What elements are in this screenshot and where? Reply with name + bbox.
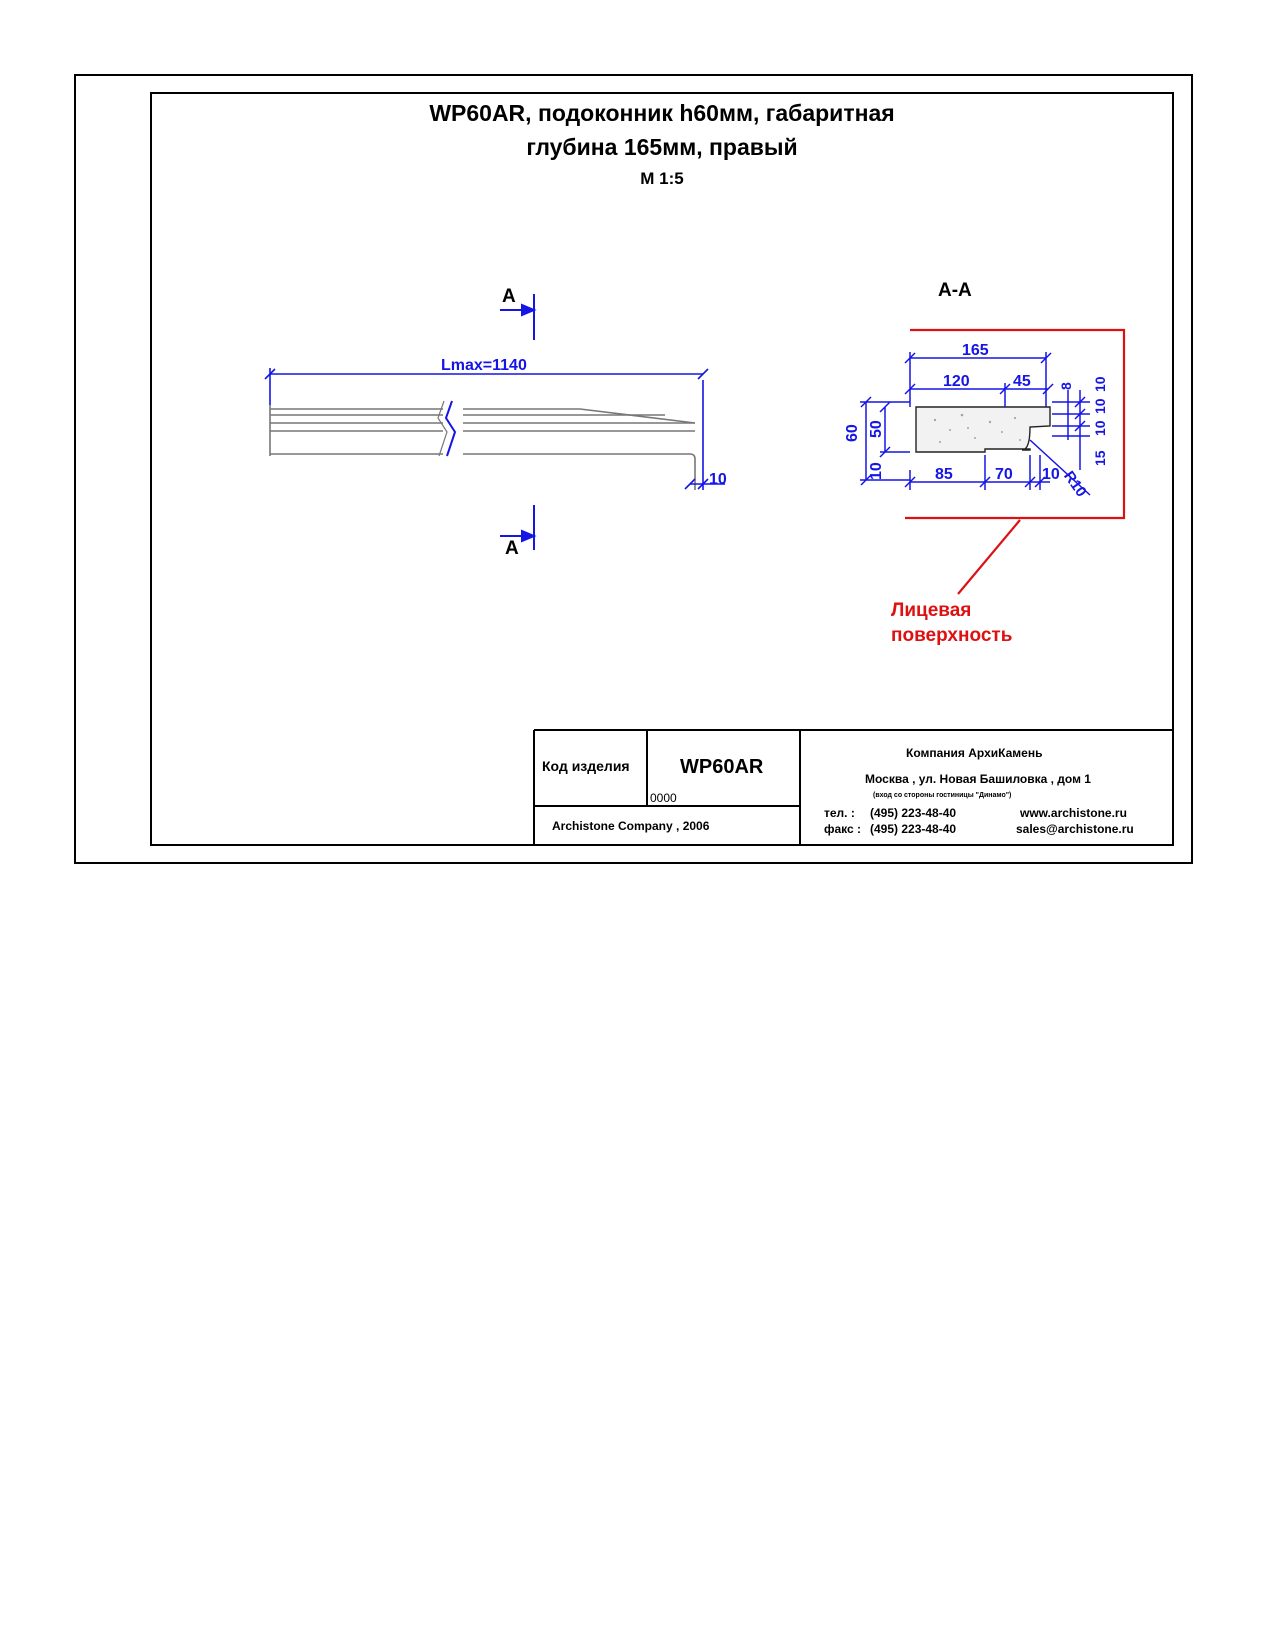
tel-label: тел. :: [824, 806, 855, 820]
tel-number: (495) 223-48-40: [870, 806, 957, 820]
dim-10-top: 10: [1092, 376, 1108, 392]
face-note-line-2: поверхность: [891, 625, 1013, 646]
dim-85: 85: [935, 466, 953, 483]
fax-label: факс :: [824, 822, 862, 836]
address-note: (вход со стороны гостиницы "Динамо"): [873, 792, 1012, 799]
section-mark-bottom: A: [505, 538, 519, 559]
dim-60: 60: [844, 424, 861, 442]
length-label: Lmax=1140: [441, 357, 527, 374]
dim-70: 70: [995, 466, 1013, 483]
section-marks: [500, 294, 534, 550]
dim-10-a: 10: [1092, 398, 1108, 414]
dim-50: 50: [868, 420, 885, 438]
dim-8: 8: [1058, 382, 1074, 390]
company-name: Компания АрхиКамень: [906, 746, 1043, 760]
title-line-2: глубина 165мм, правый: [526, 134, 798, 160]
dim-120: 120: [943, 373, 970, 390]
break-symbol: [438, 401, 455, 456]
section-profile: [916, 407, 1050, 452]
section-label: A-A: [938, 280, 972, 301]
dim-15: 15: [1092, 450, 1108, 466]
section-mark-top: A: [502, 286, 516, 307]
scale-label: M 1:5: [640, 169, 684, 188]
dim-165: 165: [962, 342, 989, 359]
company-address: Москва , ул. Новая Башиловка , дом 1: [865, 772, 1091, 786]
plan-view-outline: [270, 405, 695, 490]
dim-10-bottom: 10: [1042, 466, 1060, 483]
website-link[interactable]: www.archistone.ru: [1020, 806, 1127, 820]
email-link[interactable]: sales@archistone.ru: [1016, 822, 1134, 836]
code-number: 0000: [650, 791, 677, 805]
dim-45: 45: [1013, 373, 1031, 390]
face-note-line-1: Лицевая: [891, 600, 972, 621]
code-label: Код изделия: [542, 758, 630, 774]
radius-label: R10: [1060, 468, 1090, 501]
copyright: Archistone Company , 2006: [552, 819, 710, 833]
length-dimension-line: [265, 368, 708, 490]
code-value: WP60AR: [680, 756, 764, 778]
dim-10-left: 10: [868, 462, 885, 480]
dim-10-b: 10: [1092, 420, 1108, 436]
title-line-1: WP60AR, подоконник h60мм, габаритная: [429, 100, 895, 126]
fax-number: (495) 223-48-40: [870, 822, 957, 836]
end-dim-label: 10: [709, 471, 727, 488]
